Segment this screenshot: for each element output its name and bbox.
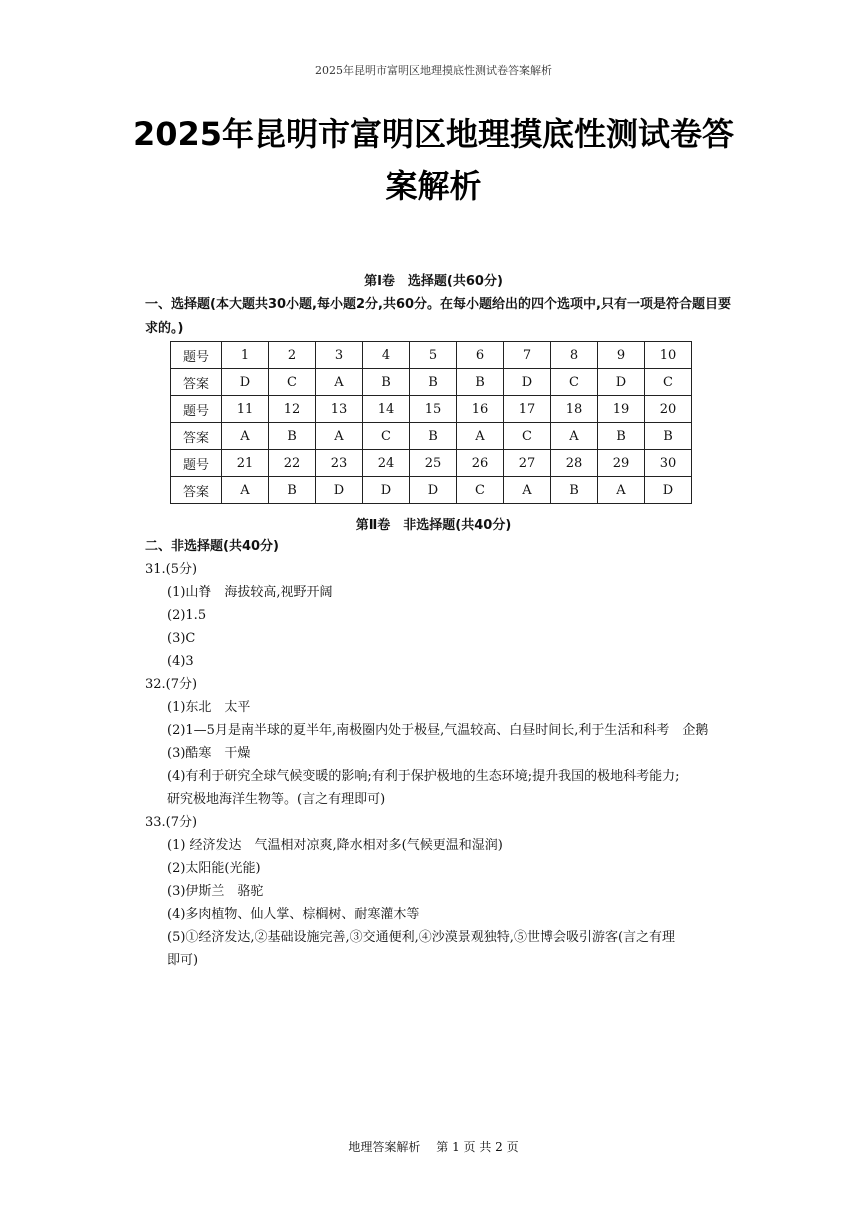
answer-line: (5)①经济发达,②基础设施完善,③交通便利,④沙漠景观独特,⑤世博会吸引游客(言之有理 [167, 930, 676, 945]
written-answers [145, 558, 735, 972]
question-number-cell: 8 [551, 342, 598, 369]
answer-cell: D [222, 369, 269, 396]
answer-cell: A [598, 477, 645, 504]
row-label-answer: 答案 [171, 369, 222, 396]
table-row-answers [171, 477, 692, 504]
answer-line: (3)伊斯兰 骆驼 [167, 884, 264, 899]
answer-line: (4)3 [167, 654, 194, 669]
answer-cell: D [598, 369, 645, 396]
answer-cell: D [645, 477, 692, 504]
answer-cell: D [410, 477, 457, 504]
answer-cell: C [363, 423, 410, 450]
table-row-numbers [171, 396, 692, 423]
answer-cell: C [551, 369, 598, 396]
answer-cell: C [504, 423, 551, 450]
question-number-cell: 3 [316, 342, 363, 369]
question-number-cell: 20 [645, 396, 692, 423]
answer-cell: D [363, 477, 410, 504]
question-number-cell: 27 [504, 450, 551, 477]
answer-cell: A [551, 423, 598, 450]
question-number-cell: 18 [551, 396, 598, 423]
title-line-2: 案解析 [385, 167, 482, 205]
answer-cell: D [316, 477, 363, 504]
part2-title: 第Ⅱ卷 非选择题(共40分) [355, 518, 512, 533]
question-number-cell: 12 [269, 396, 316, 423]
answer-cell: A [457, 423, 504, 450]
answer-line: (1)东北 太平 [167, 700, 251, 715]
answer-line: (4)多肉植物、仙人掌、棕榈树、耐寒灌木等 [167, 907, 420, 922]
row-label-number: 题号 [171, 450, 222, 477]
answer-line: (3)酷寒 干燥 [167, 746, 251, 761]
row-label-answer: 答案 [171, 423, 222, 450]
answer-cell: B [269, 423, 316, 450]
answer-line: (3)C [167, 631, 196, 646]
answer-cell: C [269, 369, 316, 396]
answer-cell: A [504, 477, 551, 504]
answer-cell: C [645, 369, 692, 396]
answer-cell: A [222, 423, 269, 450]
answer-cell: C [457, 477, 504, 504]
question-number-cell: 14 [363, 396, 410, 423]
answer-line: (1) 经济发达 气温相对凉爽,降水相对多(气候更温和湿润) [167, 838, 503, 853]
part2-heading: 二、非选择题(共40分) [145, 539, 279, 554]
answer-table [170, 341, 692, 504]
answer-line: 即可) [167, 953, 199, 968]
answer-line: (2)1—5月是南半球的夏半年,南极圈内处于极昼,气温较高、白昼时间长,利于生活和科考 企鹅 [167, 723, 709, 738]
question-number-cell: 5 [410, 342, 457, 369]
question-number-cell: 11 [222, 396, 269, 423]
row-label-answer: 答案 [171, 477, 222, 504]
question-number-cell: 16 [457, 396, 504, 423]
footer-doc-name: 地理答案解析 [348, 1140, 421, 1154]
question-number-cell: 6 [457, 342, 504, 369]
question-number-cell: 22 [269, 450, 316, 477]
question-number-cell: 17 [504, 396, 551, 423]
question-number: 32.(7分) [145, 677, 198, 692]
title-line-1: 2025年昆明市富明区地理摸底性测试卷答 [132, 115, 735, 153]
answer-line: (2)1.5 [167, 608, 207, 623]
answer-cell: A [316, 369, 363, 396]
question-number-cell: 25 [410, 450, 457, 477]
question-number-cell: 23 [316, 450, 363, 477]
question-number-cell: 26 [457, 450, 504, 477]
answer-cell: B [269, 477, 316, 504]
question-number-cell: 13 [316, 396, 363, 423]
question-number-cell: 30 [645, 450, 692, 477]
page-footer [0, 1138, 867, 1155]
question-number-cell: 29 [598, 450, 645, 477]
question-number-cell: 9 [598, 342, 645, 369]
answer-line: (1)山脊 海拔较高,视野开阔 [167, 585, 333, 600]
row-label-number: 题号 [171, 342, 222, 369]
question-number: 31.(5分) [145, 562, 198, 577]
answer-cell: B [457, 369, 504, 396]
question-number-cell: 19 [598, 396, 645, 423]
answer-cell: A [316, 423, 363, 450]
question-number-cell: 24 [363, 450, 410, 477]
question-number: 33.(7分) [145, 815, 198, 830]
question-number-cell: 10 [645, 342, 692, 369]
question-number-cell: 15 [410, 396, 457, 423]
question-number-cell: 2 [269, 342, 316, 369]
page-header: 2025年昆明市富明区地理摸底性测试卷答案解析 [315, 64, 552, 77]
answer-cell: B [598, 423, 645, 450]
answer-line: (4)有利于研究全球气候变暖的影响;有利于保护极地的生态环境;提升我国的极地科考能力; [167, 769, 680, 784]
question-number-cell: 28 [551, 450, 598, 477]
answer-cell: B [363, 369, 410, 396]
row-label-number: 题号 [171, 396, 222, 423]
question-number-cell: 7 [504, 342, 551, 369]
question-number-cell: 4 [363, 342, 410, 369]
page-title [100, 108, 767, 212]
table-row-answers [171, 369, 692, 396]
answer-cell: B [551, 477, 598, 504]
answer-cell: A [222, 477, 269, 504]
question-number-cell: 1 [222, 342, 269, 369]
table-row-answers [171, 423, 692, 450]
answer-cell: B [645, 423, 692, 450]
answer-line: (2)太阳能(光能) [167, 861, 261, 876]
answer-cell: B [410, 369, 457, 396]
answer-line: 研究极地海洋生物等。(言之有理即可) [167, 792, 386, 807]
answer-cell: B [410, 423, 457, 450]
table-row-numbers [171, 450, 692, 477]
answer-cell: D [504, 369, 551, 396]
part1-instructions: 一、选择题(本大题共30小题,每小题2分,共60分。在每小题给出的四个选项中,只有一项是符合题目要求的。) [145, 297, 731, 336]
part1-title: 第Ⅰ卷 选择题(共60分) [364, 274, 503, 289]
footer-page-number: 第 1 页 共 2 页 [436, 1140, 519, 1154]
table-row-numbers [171, 342, 692, 369]
question-number-cell: 21 [222, 450, 269, 477]
